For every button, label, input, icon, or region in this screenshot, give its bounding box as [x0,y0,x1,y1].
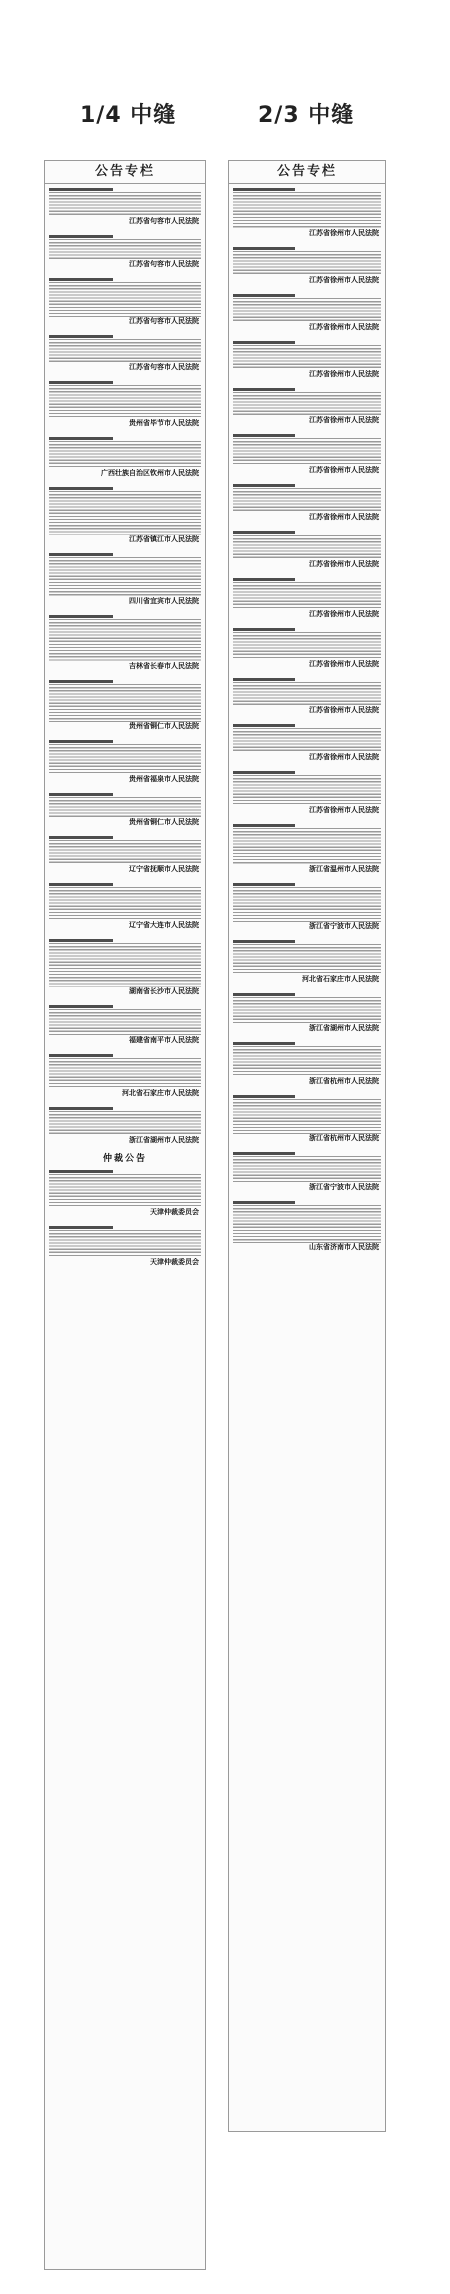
notice-issuer: 贵州省铜仁市人民法院 [129,721,199,730]
notice-body-text [233,345,381,370]
notice-body-text [233,887,381,921]
notice [49,1107,201,1145]
notice-body-text [49,943,201,986]
section-heading: 仲裁公告 [102,1154,147,1165]
notice-party-name [233,188,295,191]
notice-issuer: 贵州省铜仁市人民法院 [129,818,199,827]
notice-party-name [233,1201,295,1204]
notice-party-name [49,381,113,384]
notice-issuer: 天津仲裁委员会 [150,1208,199,1217]
notice-issuer: 江苏省镇江市人民法院 [129,534,199,543]
notice-party-name [233,940,295,943]
notice-party-name [233,678,295,681]
notice [233,484,381,522]
notice [233,1152,381,1193]
notice-body-text [233,298,381,323]
notice-party-name [49,188,113,191]
notice-body-text [233,392,381,417]
notice-body-text [49,744,201,775]
notice-issuer: 贵州省毕节市人民法院 [129,419,199,428]
notice-body-text [233,1099,381,1133]
notice-body-text [233,438,381,466]
notice [233,883,381,930]
notice-party-name [233,993,295,996]
notice-body-text [233,251,381,276]
notice-party-name [233,1042,295,1045]
notice [49,1170,201,1217]
notice-issuer: 湖南省长沙市人民法院 [129,986,199,995]
notice [233,824,381,874]
notice-body-text [49,797,201,819]
notice [233,993,381,1034]
notice-body-text [49,557,201,597]
notice-issuer: 江苏省徐州市人民法院 [309,513,379,522]
notice-party-name [233,484,295,487]
page-label-right: 2/3 中缝 [258,103,355,128]
notice [233,188,381,238]
notice-party-name [49,553,113,556]
notice-body-text [233,728,381,753]
notice-issuer: 江苏省徐州市人民法院 [309,753,379,762]
column-title: 公告专栏 [45,161,205,184]
notice [233,388,381,426]
notice-body-text [49,239,201,261]
notice [233,531,381,569]
notice-issuer: 辽宁省抚顺市人民法院 [129,865,199,874]
notice-issuer: 江苏省句容市人民法院 [129,363,199,372]
notice-body-text [233,1046,381,1077]
notice-issuer: 浙江省温州市人民法院 [309,865,379,874]
notice-issuer: 浙江省杭州市人民法院 [309,1077,379,1086]
notice-party-name [49,883,113,886]
notice [49,487,201,543]
notice-issuer: 江苏省句容市人民法院 [129,316,199,325]
notice-body-text [233,582,381,610]
notice-body-text [49,684,201,721]
notice [233,1042,381,1086]
notice [233,771,381,815]
notice-party-name [233,388,295,391]
notice [49,278,201,325]
notice-issuer: 江苏省徐州市人民法院 [309,706,379,715]
notice-body-text [233,488,381,513]
notice-issuer: 江苏省徐州市人民法院 [309,559,379,568]
notice-party-name [49,278,113,281]
notice-body-text [233,632,381,660]
notice-party-name [233,247,295,250]
notice-issuer: 江苏省徐州市人民法院 [309,322,379,331]
notice-issuer: 浙江省杭州市人民法院 [309,1133,379,1142]
notice [49,883,201,930]
notice [49,335,201,373]
notice-body-text [49,887,201,921]
column-body [229,184,385,1252]
notice [233,940,381,984]
notice-body-text [49,192,201,217]
notice [49,188,201,226]
notice [49,553,201,606]
notice-issuer: 江苏省徐州市人民法院 [309,369,379,378]
notice-party-name [49,680,113,683]
notice-body-text [49,339,201,364]
notice-issuer: 河北省石家庄市人民法院 [122,1089,199,1098]
notice-party-name [49,1226,113,1229]
notice-party-name [233,1152,295,1155]
notice-body-text [49,282,201,316]
notice [233,1095,381,1142]
notice-body-text [233,997,381,1025]
notice-party-name [49,740,113,743]
notice-issuer: 福建省南平市人民法院 [129,1036,199,1045]
notice-body-text [233,535,381,560]
notice [49,939,201,995]
notice-party-name [233,628,295,631]
notice [49,1054,201,1098]
notice-body-text [233,944,381,975]
notice-body-text [233,682,381,707]
notice [49,1005,201,1046]
notice-party-name [49,235,113,238]
notice-party-name [49,487,113,490]
notice-party-name [49,335,113,338]
notice [49,793,201,828]
notice-party-name [233,883,295,886]
notice-party-name [233,824,295,827]
notice [233,294,381,332]
notice-party-name [233,578,295,581]
notice-issuer: 浙江省湖州市人民法院 [309,1024,379,1033]
notice-body-text [233,1156,381,1184]
notice-issuer: 吉林省长春市人民法院 [129,662,199,671]
notice-issuer: 江苏省徐州市人民法院 [309,466,379,475]
notice [233,628,381,669]
notice-issuer: 江苏省徐州市人民法院 [309,229,379,238]
notice-body-text [49,840,201,865]
notice-body-text [233,1205,381,1242]
notice [233,678,381,716]
notice-issuer: 江苏省徐州市人民法院 [309,416,379,425]
notice-body-text [49,1058,201,1089]
notice-body-text [233,775,381,806]
notice-issuer: 山东省济南市人民法院 [309,1242,379,1251]
notice-column-right [228,160,386,2132]
notice-party-name [49,793,113,796]
notice [49,1226,201,1267]
notice-party-name [49,615,113,618]
notice-party-name [49,939,113,942]
notice-body-text [49,1009,201,1037]
notice [233,724,381,762]
column-body [45,184,205,1267]
notice-party-name [49,1005,113,1008]
notice-body-text [233,828,381,865]
notice-issuer: 广西壮族自治区钦州市人民法院 [101,469,199,478]
notice-party-name [233,1095,295,1098]
notice-body-text [49,441,201,469]
notice-body-text [49,1111,201,1136]
notice-issuer: 江苏省徐州市人民法院 [309,609,379,618]
notice [49,740,201,784]
notice-party-name [49,437,113,440]
notice-party-name [49,1170,113,1173]
notice-body-text [49,1230,201,1258]
notice [49,437,201,478]
notice-issuer: 浙江省宁波市人民法院 [309,921,379,930]
notice-issuer: 浙江省宁波市人民法院 [309,1183,379,1192]
notice [233,341,381,379]
notice-body-text [49,385,201,419]
column-title: 公告专栏 [229,161,385,184]
notice-body-text [49,1174,201,1208]
notice-issuer: 河北省石家庄市人民法院 [302,974,379,983]
notice-body-text [49,619,201,662]
notice-issuer: 江苏省句容市人民法院 [129,260,199,269]
notice-body-text [233,192,381,229]
notice-party-name [49,1054,113,1057]
notice-issuer: 辽宁省大连市人民法院 [129,921,199,930]
notice-body-text [49,491,201,534]
notice [233,578,381,619]
notice-party-name [233,771,295,774]
notice-column-left [44,160,206,2270]
notice [49,235,201,270]
notice-party-name [49,836,113,839]
notice-party-name [233,294,295,297]
notice-party-name [233,724,295,727]
notice [49,615,201,671]
notice-party-name [233,531,295,534]
notice [233,1201,381,1251]
notice-party-name [49,1107,113,1110]
notice-party-name [233,434,295,437]
notice-issuer: 贵州省福泉市人民法院 [129,774,199,783]
notice-party-name [233,341,295,344]
notice-issuer: 江苏省句容市人民法院 [129,216,199,225]
notice [233,434,381,475]
notice-issuer: 江苏省徐州市人民法院 [309,659,379,668]
notice [49,381,201,428]
notice [49,680,201,730]
notice-issuer: 天津仲裁委员会 [150,1258,199,1267]
notice [49,836,201,874]
notice-issuer: 江苏省徐州市人民法院 [309,806,379,815]
notice-issuer: 浙江省湖州市人民法院 [129,1136,199,1145]
notice-issuer: 江苏省徐州市人民法院 [309,275,379,284]
page-label-left: 1/4 中缝 [80,103,177,128]
notice-issuer: 四川省宜宾市人民法院 [129,597,199,606]
notice [233,247,381,285]
